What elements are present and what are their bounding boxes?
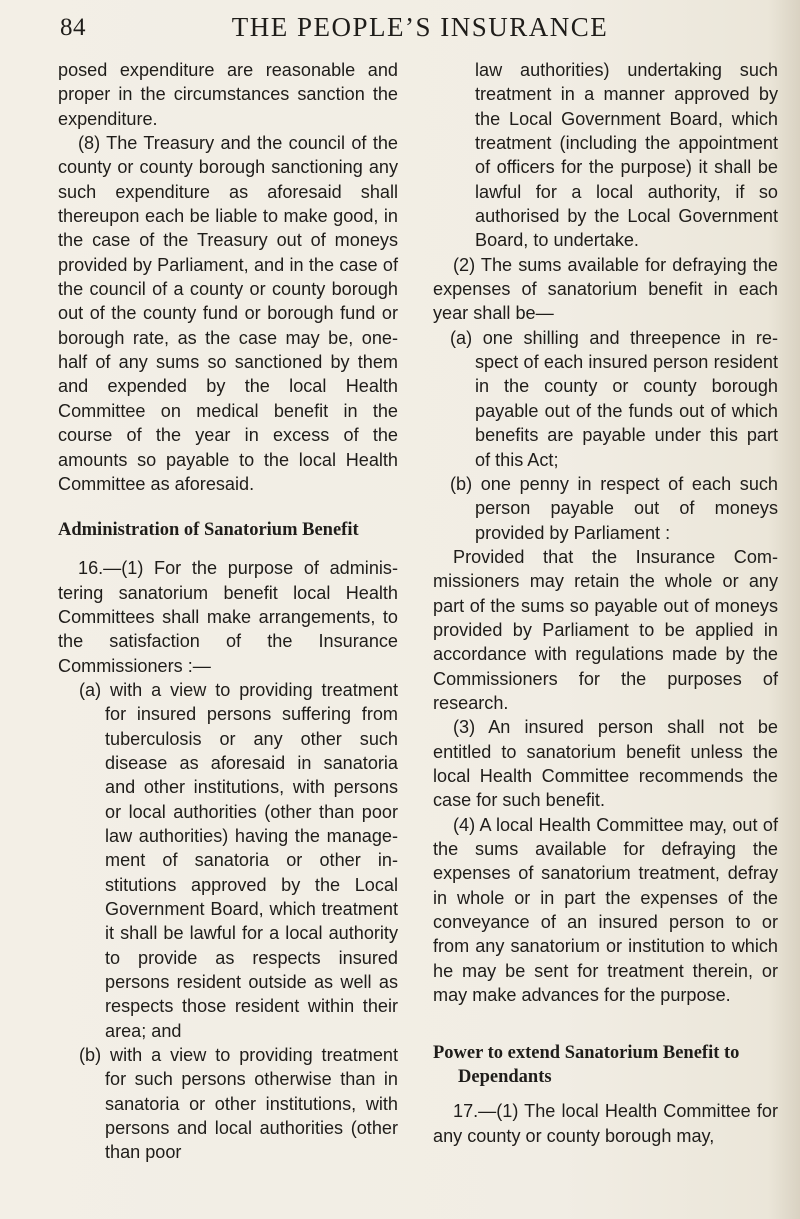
paragraph-16-1: 16.—(1) For the purpose of administering sanatorium benefit local Health Committees shall make arrangements, to the satisfaction of the Insurance Commissioners :— <box>58 558 398 676</box>
clause-2a: (a) one shilling and threepence in respect of each insured person resident in the county or county borough payable out of the funds out of which benefits are payable under this part of this Act; <box>450 327 778 470</box>
clause-2b: (b) one penny in respect of each such person payable out of moneys provided by Parliament : <box>450 473 778 543</box>
page-number: 84 <box>60 14 86 41</box>
right-column <box>433 58 778 1148</box>
clause-b: (b) with a view to providing treatment for such persons otherwise than in sanatoria or other institutions, with persons and local authorities (other than poor <box>79 1045 398 1163</box>
page-header <box>60 6 780 46</box>
paragraph-8: (8) The Treasury and the council of the county or county borough sanctioning any such expenditure as aforesaid shall thereupon each be liable to make good, in the case of the Treasury out of moneys provided by Parliament, and in the case of the council of a county or county borough out of the county fund or borough fund or borough rate, as the case may be, one-half of any sums so sanctioned by them and expended by the local Health Committee on medical benefit in the course of the year in excess of the amounts so payable to the local Health Committee as aforesaid. <box>58 133 398 494</box>
left-column <box>58 58 398 1165</box>
paragraph-continuation: posed expenditure are reasonable and proper in the circumstances sanction the expenditure. <box>58 60 398 129</box>
proviso: Provided that the Insurance Commissioners may retain the whole or any part of the sums so payable out of moneys provided by Parliament to be applied in accordance with regulations made by the Commissioners for the purposes of research. <box>433 546 778 713</box>
section-heading-sanatorium-administration: Administration of Sanatorium Benefit <box>58 520 359 541</box>
paragraph-16-3: (3) An insured person shall not be entitled to sanatorium benefit unless the local Health Committee recommends the case for such benefit. <box>433 717 778 811</box>
running-head: THE PEOPLE’S INSURANCE <box>231 12 609 42</box>
paragraph-16-2: (2) The sums available for defraying the expenses of sanatorium benefit in each year shall be— <box>433 254 778 324</box>
paragraph-17-1: 17.—(1) The local Health Committee for any county or county borough may, <box>433 1101 778 1146</box>
clause-a: (a) with a view to providing treatment for insured persons suffering from tuberculosis or any other such disease as aforesaid in sanatoria and other institutions, with persons or local authorities (other than poor law authorities) having the management of sanatoria or other institutions approved by the Local Government Board, which treatment it shall be lawful for a local authority to provide as respects insured persons resident outside as well as respects those resident within their area; and <box>79 679 398 1041</box>
clause-b-continuation: law authorities) undertaking such treatment in a manner approved by the Local Government Board, which treatment (including the appointment of officers for the purpose) it shall be lawful for a local authority, if so authorised by the Local Government Board, to undertake. <box>475 60 778 251</box>
paragraph-16-4: (4) A local Health Committee may, out of the sums available for defraying the expenses of sanatorium treatment, defray in whole or in part the expenses of the conveyance of an insured person to or from any sanatorium or institution to which he may be sent for treatment therein, or may make advances for the purpose. <box>433 814 778 1006</box>
section-heading-dependants: Power to extend Sanatorium Benefit to Dependants <box>433 1043 740 1088</box>
